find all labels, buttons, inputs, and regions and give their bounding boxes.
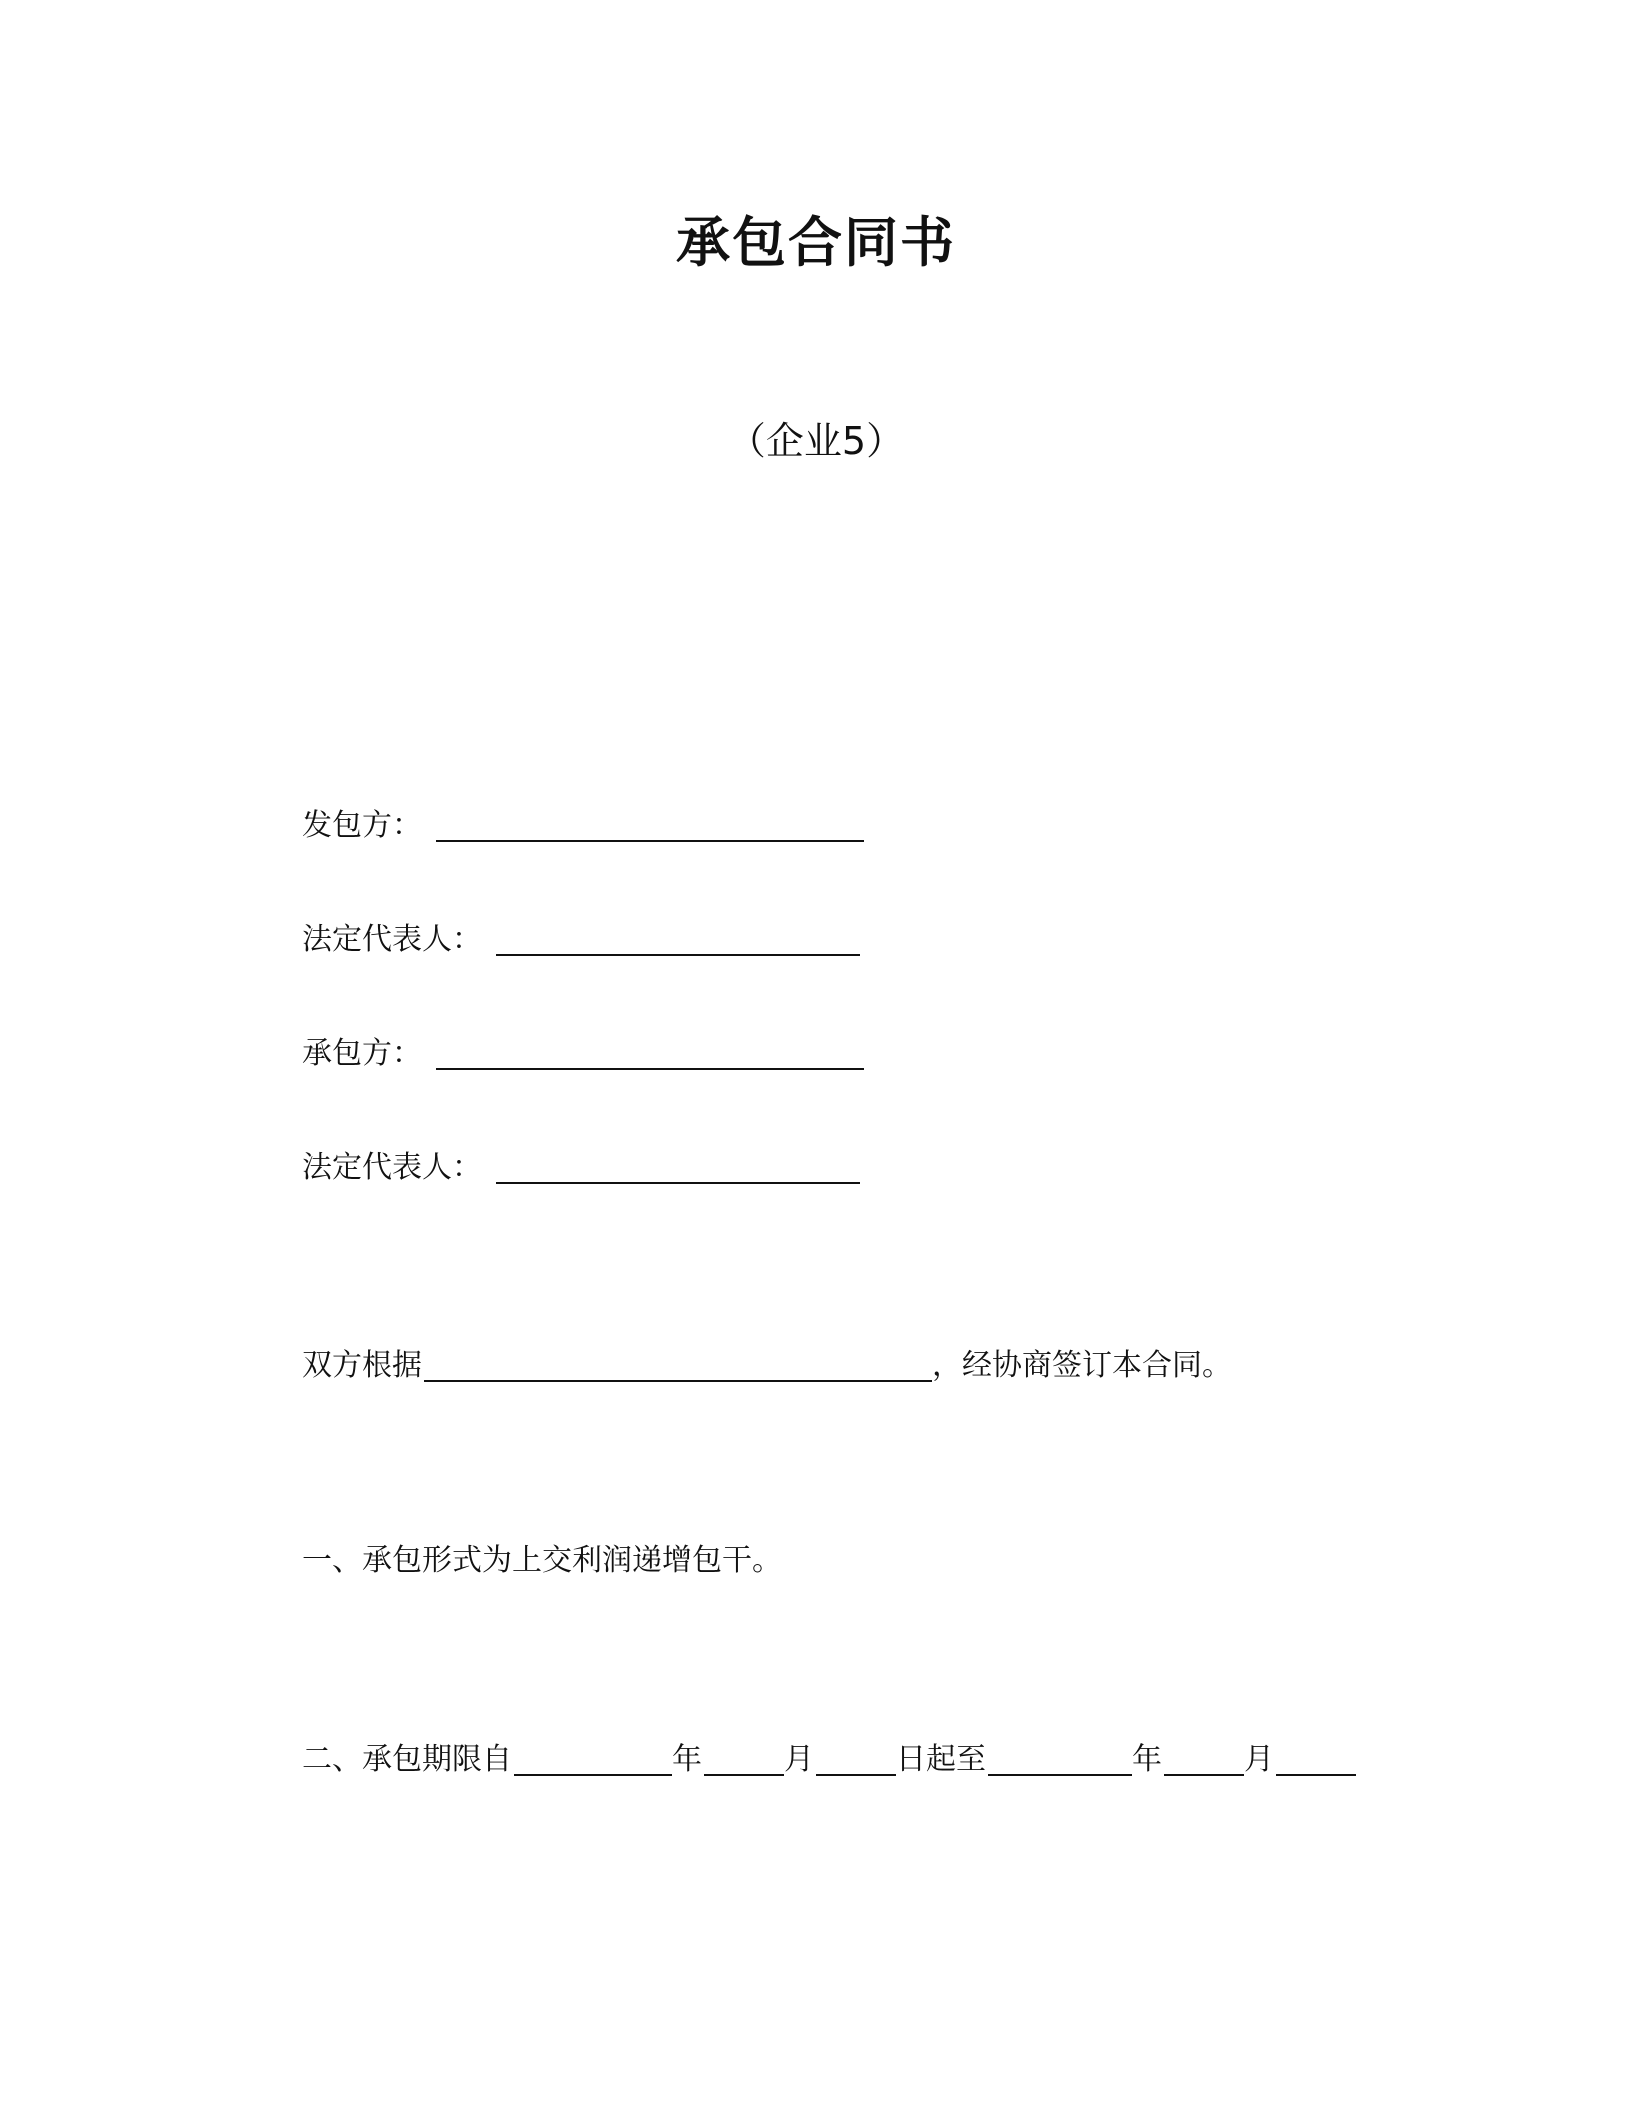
start-month-blank[interactable] xyxy=(704,1773,784,1776)
clause-1-text: 一、承包形式为上交利润递增包干。 xyxy=(302,1543,782,1578)
start-month-label: 月 xyxy=(784,1742,814,1777)
end-year-blank[interactable] xyxy=(988,1773,1132,1776)
end-month-blank[interactable] xyxy=(1164,1773,1244,1776)
basis-line xyxy=(302,1340,1232,1384)
contractor-label: 承包方： xyxy=(302,1036,422,1071)
start-year-label: 年 xyxy=(672,1742,702,1777)
document-title: 承包合同书 xyxy=(676,211,956,274)
end-day-blank[interactable] xyxy=(1276,1773,1356,1776)
clause-2 xyxy=(302,1734,1356,1778)
start-day-label: 日起至 xyxy=(896,1742,986,1777)
employer-rep-label: 法定代表人： xyxy=(302,922,482,957)
end-month-label: 月 xyxy=(1244,1742,1274,1777)
basis-prefix: 双方根据 xyxy=(302,1348,422,1383)
end-year-label: 年 xyxy=(1132,1742,1162,1777)
basis-blank[interactable] xyxy=(424,1379,932,1382)
employer-label: 发包方： xyxy=(302,808,422,843)
contractor-blank[interactable] xyxy=(436,1067,864,1070)
contractor-rep-blank[interactable] xyxy=(496,1181,860,1184)
employer-blank[interactable] xyxy=(436,839,864,842)
party-line-employer xyxy=(302,800,864,844)
basis-suffix: ，经协商签订本合同。 xyxy=(932,1348,1232,1383)
party-line-contractor xyxy=(302,1028,864,1072)
employer-rep-blank[interactable] xyxy=(496,953,860,956)
party-line-contractor-rep xyxy=(302,1142,860,1186)
contractor-rep-label: 法定代表人： xyxy=(302,1150,482,1185)
clause-1 xyxy=(302,1535,782,1579)
party-line-employer-rep xyxy=(302,914,860,958)
clause-2-prefix: 二、承包期限自 xyxy=(302,1742,512,1777)
document-subtitle: （企业5） xyxy=(727,419,905,463)
start-year-blank[interactable] xyxy=(514,1773,672,1776)
start-day-blank[interactable] xyxy=(816,1773,896,1776)
